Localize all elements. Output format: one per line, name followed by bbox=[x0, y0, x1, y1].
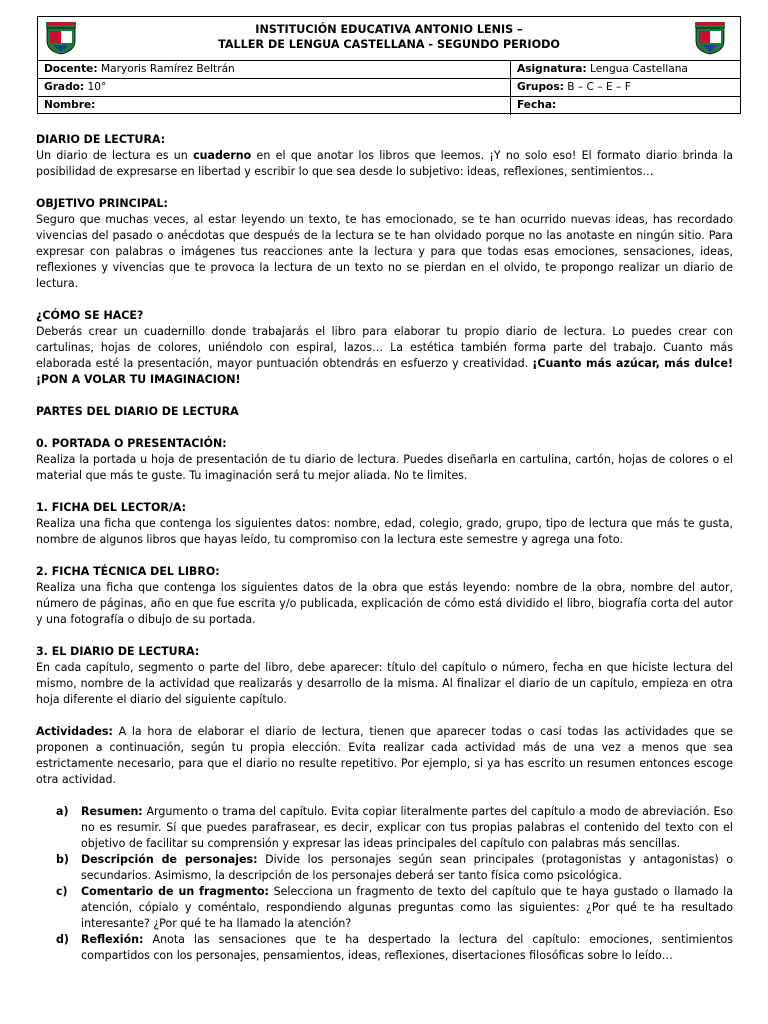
fecha-label: Fecha: bbox=[517, 99, 557, 111]
document-header bbox=[37, 16, 741, 114]
docente-label: Docente: bbox=[44, 63, 98, 75]
list-marker: a) bbox=[56, 805, 69, 818]
list-text: Anota las sensaciones que te ha despertado la lectura del capítulo: emociones, sentimientos compartidos con los personajes, pensamientos, ideas, reflexiones, disertaciones filosóficas sobre lo leído… bbox=[81, 933, 733, 962]
list-term: Reflexión: bbox=[81, 933, 144, 946]
nombre-label: Nombre: bbox=[44, 99, 96, 111]
activities-list bbox=[36, 804, 733, 964]
bold-term: cuaderno bbox=[193, 149, 252, 162]
list-marker: d) bbox=[56, 933, 69, 946]
section-title-ficha-libro: 2. FICHA TÉCNICA DEL LIBRO: bbox=[36, 565, 220, 578]
grado-label: Grado: bbox=[44, 81, 85, 93]
docente-value: Maryoris Ramírez Beltrán bbox=[100, 63, 235, 75]
paragraph-el-diario: En cada capítulo, segmento o parte del libro, debe aparecer: título del capítulo o número, fecha en que hiciste lectura del mismo, nombre de la actividad que realizarás y desarrollo de la misma. Al finalizar el diario de un capítulo, empieza en otra hoja diferente el diario del siguiente capítulo. bbox=[36, 661, 733, 706]
grado-value: 10° bbox=[87, 81, 107, 93]
section-title-partes: PARTES DEL DIARIO DE LECTURA bbox=[36, 405, 239, 418]
list-item bbox=[36, 852, 733, 884]
section-title-objetivo: OBJETIVO PRINCIPAL: bbox=[36, 197, 168, 210]
paragraph-diario bbox=[36, 148, 733, 180]
paragraph-ficha-lector: Realiza una ficha que contenga los siguientes datos: nombre, edad, colegio, grado, grupo, tipo de lectura que más te gusta, nombre de algunos libros que hayas leído, tu compromiso con la lectura este semestre y agrega una foto. bbox=[36, 517, 733, 546]
text-run: en el que anotar los libros que leemos. ¡Y no solo eso! El formato diario brinda la posibilidad de expresarse en libertad y escribir lo que sea desde lo subjetivo: ideas, reflexiones, sentimientos… bbox=[36, 149, 733, 178]
grupos-value: B – C – E – F bbox=[567, 81, 631, 93]
document-body bbox=[36, 132, 733, 964]
paragraph-como bbox=[36, 324, 733, 388]
header-row-nombre bbox=[38, 97, 740, 115]
list-term: Resumen: bbox=[81, 805, 143, 818]
docente-cell bbox=[38, 61, 511, 78]
section-title-ficha-lector: 1. FICHA DEL LECTOR/A: bbox=[36, 501, 187, 514]
grupos-label: Grupos: bbox=[517, 81, 564, 93]
asignatura-value: Lengua Castellana bbox=[590, 63, 688, 75]
list-item bbox=[36, 932, 733, 964]
paragraph-actividades bbox=[36, 724, 733, 788]
header-title-line-2: TALLER DE LENGUA CASTELLANA - SEGUNDO PERIODO bbox=[218, 38, 560, 51]
school-shield-icon bbox=[45, 21, 77, 55]
header-row-grado bbox=[38, 79, 740, 97]
actividades-label: Actividades: bbox=[36, 725, 113, 738]
section-title-como: ¿CÓMO SE HACE? bbox=[36, 309, 144, 322]
text-run: Un diario de lectura es un bbox=[36, 149, 194, 162]
section-title-diario: DIARIO DE LECTURA: bbox=[36, 133, 166, 146]
header-title-line-1: INSTITUCIÓN EDUCATIVA ANTONIO LENIS – bbox=[255, 23, 523, 36]
section-title-portada: 0. PORTADA O PRESENTACIÓN: bbox=[36, 437, 227, 450]
paragraph-objetivo: Seguro que muchas veces, al estar leyendo un texto, te has emocionado, se te han ocurrido nuevas ideas, has recordado vivencias del pasado o anécdotas que después de la lectura se te han olvidado porque no las anotaste en ningún sitio. Para expresar con palabras o imágenes tus reacciones ante la lectura y para que todas esas emociones, sensaciones, ideas, reflexiones y vivencias que te provoca la lectura de un texto no se pierdan en el olvido, te propongo realizar un diario de lectura. bbox=[36, 213, 733, 290]
list-item bbox=[36, 884, 733, 932]
list-text: Selecciona un fragmento de texto del capítulo que te haya gustado o llamado la atención, cópialo y coméntalo, respondiendo algunas preguntas como las siguientes: ¿Por qué te ha resultado interesante? ¿Por qué te ha llamado la atención? bbox=[81, 885, 733, 930]
text-run: A la hora de elaborar el diario de lectura, tienen que aparecer todas o casi todas las actividades que se proponen a continuación, según tu propia elección. Evita realizar cada actividad más de una vez a menos que sea estrictamente necesario, para que el diario no resulte repetitivo. Por ejemplo, si ya has escrito un resumen entonces escoge otra actividad. bbox=[36, 725, 733, 786]
paragraph-portada: Realiza la portada u hoja de presentación de tu diario de lectura. Puedes diseñarla en cartulina, cartón, hojas de colores o el material que más te guste. Tu imaginación será tu mejor aliada. No te limites. bbox=[36, 453, 733, 482]
list-item bbox=[36, 804, 733, 852]
list-term: Comentario de un fragmento: bbox=[81, 885, 269, 898]
list-text: Divide los personajes según sean principales (protagonistas y antagonistas) o secundarios. Asimismo, la descripción de los personajes deberá ser tanto física como psicológica. bbox=[81, 853, 733, 882]
asignatura-label: Asignatura: bbox=[517, 63, 587, 75]
fecha-cell bbox=[511, 97, 742, 115]
list-text: Argumento o trama del capítulo. Evita copiar literalmente partes del capítulo a modo de abreviación. Eso no es resumir. Sí que puedes parafrasear, es decir, explicar con tus propias palabras el contenido del texto con el objetivo de facilitar su comprensión y expresar las ideas principales del capítulo con palabras más sencillas. bbox=[81, 805, 733, 850]
section-title-el-diario: 3. EL DIARIO DE LECTURA: bbox=[36, 645, 200, 658]
header-row-docente bbox=[38, 61, 740, 79]
bold-slogan: ¡Cuanto más azúcar, más dulce! ¡PON A VOLAR TU IMAGINACION! bbox=[36, 357, 733, 386]
grado-cell bbox=[38, 79, 511, 96]
asignatura-cell bbox=[511, 61, 742, 78]
list-marker: c) bbox=[56, 885, 68, 898]
school-shield-icon bbox=[694, 21, 726, 55]
list-marker: b) bbox=[56, 853, 69, 866]
text-run: Deberás crear un cuadernillo donde trabajarás el libro para elaborar tu propio diario de lectura. Lo puedes crear con cartulinas, hojas de colores, uniéndolo con espiral, lazos… La estética también forma parte del trabajo. Cuanto más elaborada esté la presentación, mayor puntuación obtendrás en esfuerzo y creatividad. bbox=[36, 325, 733, 370]
header-title-block bbox=[38, 17, 740, 61]
grupos-cell bbox=[511, 79, 742, 96]
nombre-cell bbox=[38, 97, 511, 115]
list-term: Descripción de personajes: bbox=[81, 853, 258, 866]
paragraph-ficha-libro: Realiza una ficha que contenga los siguientes datos de la obra que estás leyendo: nombre de la obra, nombre del autor, número de páginas, año en que fue escrita y/o publicada, explicación de cómo está dividido el libro, biografía corta del autor y una fotografía o dibujo de su portada. bbox=[36, 581, 733, 626]
